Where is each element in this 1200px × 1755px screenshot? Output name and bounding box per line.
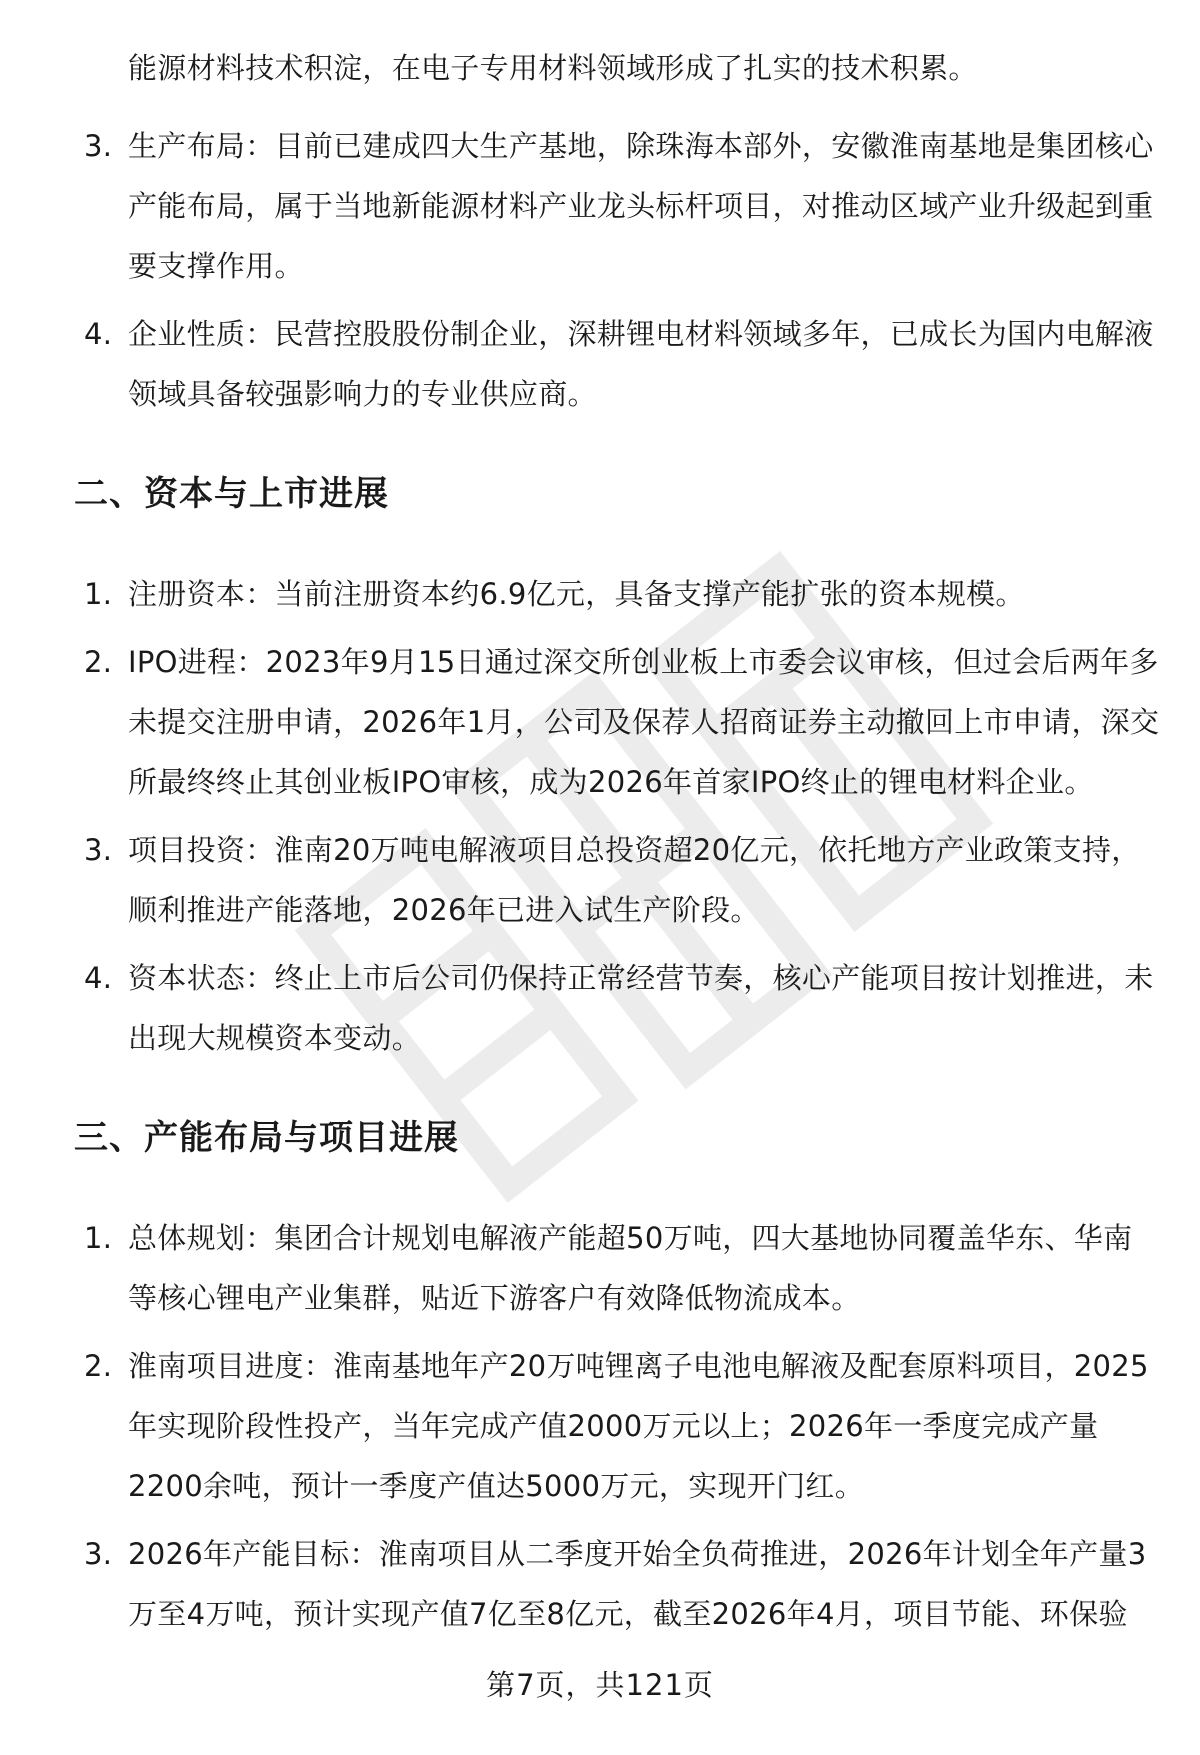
list-number: 1.: [84, 577, 113, 611]
list-number: 1.: [84, 1221, 113, 1255]
list-item: [0, 948, 1200, 1068]
list-number: 4.: [84, 961, 113, 995]
list-item: [0, 304, 1200, 424]
list-item: [0, 632, 1200, 812]
list-number: 3.: [84, 1537, 113, 1571]
list-text: 注册资本：当前注册资本约6.9亿元，具备支撑产能扩张的资本规模。: [128, 577, 1025, 611]
list-text: 项目投资：淮南20万吨电解液项目总投资超20亿元，依托地方产业政策支持，顺利推进产能落地，2026年已进入试生产阶段。: [128, 833, 1141, 927]
list-text: 资本状态：终止上市后公司仍保持正常经营节奏，核心产能项目按计划推进，未出现大规模资本变动。: [128, 961, 1154, 1055]
list-item: [0, 116, 1200, 296]
list-item: [0, 1524, 1200, 1644]
section-heading: 二、资本与上市进展: [74, 474, 389, 514]
list-number: 2.: [84, 645, 113, 679]
list-number: 4.: [84, 317, 113, 351]
list-text: 2026年产能目标：淮南项目从二季度开始全负荷推进，2026年计划全年产量3万至4万吨，预计实现产值7亿至8亿元，截至2026年4月，项目节能、环保验: [128, 1537, 1147, 1631]
list-number: 3.: [84, 129, 113, 163]
list-item: [0, 820, 1200, 940]
list-number: 2.: [84, 1349, 113, 1383]
list-text: 企业性质：民营控股股份制企业，深耕锂电材料领域多年，已成长为国内电解液领域具备较强影响力的专业供应商。: [128, 317, 1154, 411]
list-text: IPO进程：2023年9月15日通过深交所创业板上市委会议审核，但过会后两年多未提交注册申请，2026年1月，公司及保荐人招商证券主动撤回上市申请，深交所最终终止其创业板IPO审核，成为2026年首家IPO终止的锂电材料企业。: [128, 645, 1160, 799]
list-number: 3.: [84, 833, 113, 867]
page-footer: 第7页，共121页: [486, 1668, 714, 1702]
list-item: [0, 564, 1200, 624]
list-item: [0, 1208, 1200, 1328]
list-text: 淮南项目进度：淮南基地年产20万吨锂离子电池电解液及配套原料项目，2025年实现阶段性投产，当年完成产值2000万元以上；2026年一季度完成产量2200余吨，预计一季度产值达5000万元，实现开门红。: [128, 1349, 1149, 1503]
list-text: 生产布局：目前已建成四大生产基地，除珠海本部外，安徽淮南基地是集团核心产能布局，属于当地新能源材料产业龙头标杆项目，对推动区域产业升级起到重要支撑作用。: [128, 129, 1154, 283]
continued-paragraph: 能源材料技术积淀，在电子专用材料领域形成了扎实的技术积累。: [128, 51, 978, 85]
section-heading: 三、产能布局与项目进展: [74, 1118, 459, 1158]
list-text: 总体规划：集团合计规划电解液产能超50万吨，四大基地协同覆盖华东、华南等核心锂电产业集群，贴近下游客户有效降低物流成本。: [128, 1221, 1133, 1315]
list-item: [0, 1336, 1200, 1516]
